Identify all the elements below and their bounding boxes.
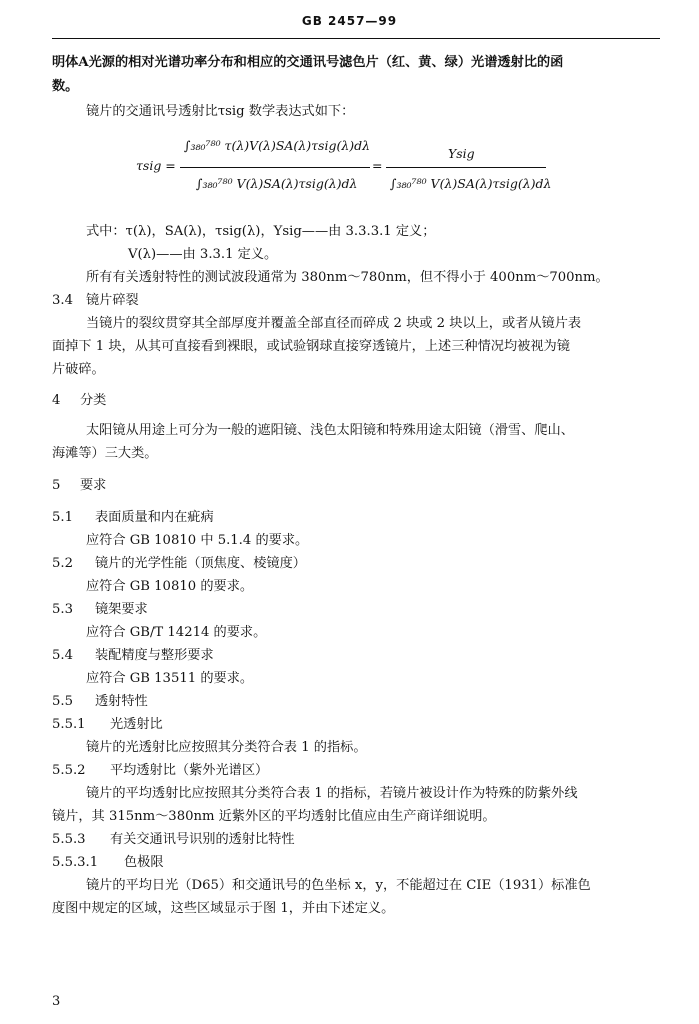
req-5-5-title: 透射特性: [95, 694, 148, 709]
sub-5-5-1-title: 光透射比: [110, 717, 163, 732]
breakage-line-1: 当镜片的裂纹贯穿其全部厚度并覆盖全部直径而碎成 2 块或 2 块以上，或者从镜片表: [86, 316, 582, 331]
req-5-2-body: 应符合 GB 10810 的要求。: [86, 579, 254, 594]
req-5-3-body: 应符合 GB/T 14214 的要求。: [86, 625, 267, 640]
sub-5-5-3-1-title: 色极限: [124, 855, 164, 870]
where-line-3: 所有有关透射特性的测试波段通常为 380nm～780nm，但不得小于 400nm～700nm。: [86, 270, 609, 285]
classification-line-1: 太阳镜从用途上可分为一般的遮阳镜、浅色太阳镜和特殊用途太阳镜（滑雪、爬山、: [86, 423, 574, 438]
formula-numerator-2: Ysig: [448, 146, 475, 161]
formula-equals: =: [372, 158, 383, 173]
req-5-3-num: 5.3: [52, 602, 73, 617]
breakage-line-3: 片破碎。: [52, 362, 105, 377]
where-line-1: 式中：τ(λ)，SA(λ)，τsig(λ)，Ysig——由 3.3.3.1 定义；: [86, 224, 436, 239]
sub-5-5-3-1-num: 5.5.3.1: [52, 855, 99, 870]
req-5-3-title: 镜架要求: [95, 602, 148, 617]
page-header-code: GB 2457—99: [301, 14, 398, 28]
header-rule: [52, 38, 660, 39]
req-5-1-title: 表面质量和内在疵病: [95, 510, 214, 525]
req-5-4-num: 5.4: [52, 648, 73, 663]
sub-5-5-3-1-line-1: 镜片的平均日光（D65）和交通讯号的色坐标 x，y，不能超过在 CIE（1931）标准色: [86, 878, 591, 893]
breakage-line-2: 面掉下 1 块，从其可直接看到裸眼，或试验钢球直接穿透镜片，上述三种情况均被视为镜: [52, 339, 570, 354]
where-line-2: V(λ)——由 3.3.1 定义。: [128, 247, 278, 262]
section-5-title: 要求: [80, 478, 107, 493]
req-5-2-title: 镜片的光学性能（顶焦度、棱镜度）: [95, 556, 306, 571]
formula-denominator-2: ∫₃₈₀⁷⁸⁰ V(λ)SA(λ)τsig(λ)dλ: [390, 176, 552, 191]
sub-5-5-3-1-line-2: 度图中规定的区域，这些区域显示于图 1，并由下述定义。: [52, 901, 395, 916]
req-5-2-num: 5.2: [52, 556, 73, 571]
intro-line-2: 数。: [52, 79, 79, 94]
formula-denominator-1: ∫₃₈₀⁷⁸⁰ V(λ)SA(λ)τsig(λ)dλ: [196, 176, 358, 191]
sub-5-5-2-line-1: 镜片的平均透射比应按照其分类符合表 1 的指标，若镜片被设计作为特殊的防紫外线: [86, 786, 578, 801]
req-5-1-num: 5.1: [52, 510, 73, 525]
sub-5-5-3-title: 有关交通讯号识别的透射比特性: [110, 832, 295, 847]
section-3-4-title: 镜片碎裂: [86, 293, 139, 308]
req-5-5-num: 5.5: [52, 694, 73, 709]
classification-line-2: 海滩等）三大类。: [52, 446, 158, 461]
section-4-title: 分类: [80, 393, 107, 408]
page-number: 3: [52, 994, 61, 1009]
section-3-4-num: 3.4: [52, 293, 73, 308]
fraction-line-2: [386, 167, 546, 168]
section-5-num: 5: [52, 478, 61, 493]
formula-numerator-1: ∫₃₈₀⁷⁸⁰ τ(λ)V(λ)SA(λ)τsig(λ)dλ: [184, 138, 371, 153]
req-5-1-body: 应符合 GB 10810 中 5.1.4 的要求。: [86, 533, 309, 548]
sub-5-5-2-title: 平均透射比（紫外光谱区）: [110, 763, 269, 778]
fraction-line-1: [180, 167, 370, 168]
sub-5-5-3-num: 5.5.3: [52, 832, 86, 847]
sub-5-5-2-num: 5.5.2: [52, 763, 86, 778]
sub-5-5-2-line-2: 镜片，其 315nm～380nm 近紫外区的平均透射比值应由生产商详细说明。: [52, 809, 496, 824]
req-5-4-body: 应符合 GB 13511 的要求。: [86, 671, 254, 686]
formula-intro: 镜片的交通讯号透射比τsig 数学表达式如下：: [86, 104, 355, 119]
formula-lhs: τsig =: [136, 158, 176, 173]
sub-5-5-1-num: 5.5.1: [52, 717, 86, 732]
section-4-num: 4: [52, 393, 61, 408]
intro-line-1: 明体A光源的相对光谱功率分布和相应的交通讯号滤色片（红、黄、绿）光谱透射比的函: [52, 55, 564, 70]
sub-5-5-1-body: 镜片的光透射比应按照其分类符合表 1 的指标。: [86, 740, 367, 755]
req-5-4-title: 装配精度与整形要求: [95, 648, 214, 663]
